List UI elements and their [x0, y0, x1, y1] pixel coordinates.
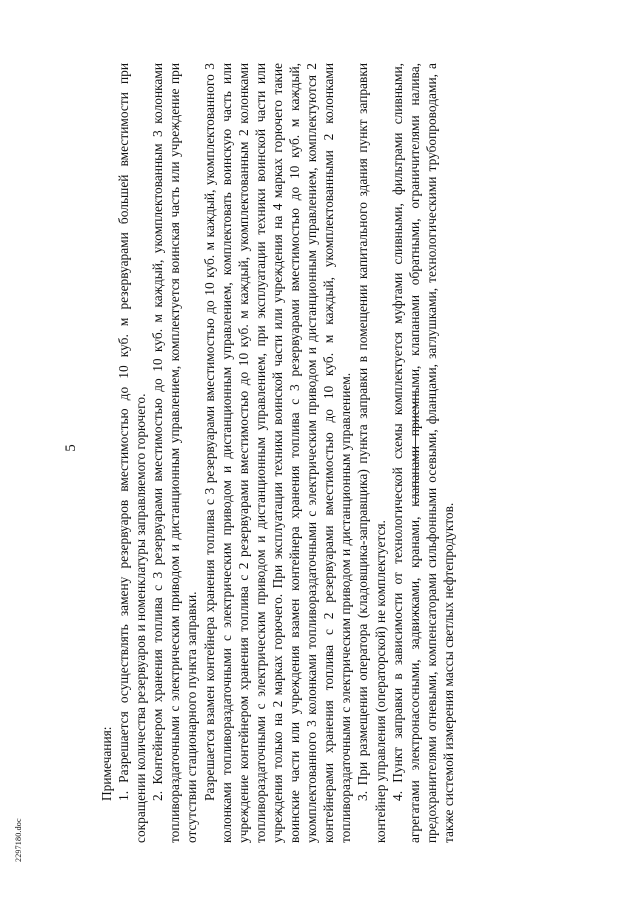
- notes-heading: Примечания:: [99, 726, 114, 801]
- page-number: 5: [63, 444, 79, 452]
- document-file-code: 2297180.doc: [14, 818, 23, 862]
- note-paragraph-3: 3. При размещении оператора (кладовщика-заправщика) пункта заправки в помещении капитального здания пункт заправки контейнер управления (операторской) не комплектуется.: [355, 63, 388, 843]
- rotated-page-content: [62, 53, 456, 843]
- note-paragraph-2-continued: Разрешается взамен контейнера хранения топлива с 3 резервуарами вместимостью до 10 куб. м каждый, укомплектованного 3 колонками топливораздаточными с электрическим приводом и дистанционным управлением, комплектовать воинскую часть или учреждение контейнером хранения топлива с 2 резервуарами вместимостью до 10 куб. м каждый, укомплектованным 2 колонками топливораздаточными с электрическим приводом и дистанционным управлением, при эксплуатации техники воинской части или учреждения только на 2 марках горючего. При эксплуатации техники воинской части или учреждения на 4 марках горючего такие воинские части или учреждения взамен контейнера хранения топлива с 3 резервуарами вместимостью до 10 куб. м каждый, укомплектованного 3 колонками топливораздаточными с электрическим приводом и дистанционным управлением, комплектуются 2 контейнерами хранения топлива с 2 резервуарами вместимостью до 10 куб. м каждый, укомплектованными 2 колонками топливораздаточными с электрическим приводом и дистанционным управлением.: [201, 63, 354, 843]
- note-paragraph-4: 4. Пункт заправки в зависимости от технологической схемы комплектуется муфтами сливными, фильтрами сливными, агрегатами электронасосными, задвижками, кранами, клапанами приемными, клапанами обратными, ограничителями налива, предохранителями огневыми, компенсаторами сильфонными осевыми, фланцами, заглушками, технологическими трубопроводами, а также системой измерения массы светлых нефтепродуктов.: [389, 63, 456, 843]
- note-paragraph-2: 2. Контейнером хранения топлива с 3 резервуарами вместимостью до 10 куб. м каждый, укомплектованным 3 колонками топливораздаточными с электрическим приводом и дистанционным управлением, комплектуется воинская часть или учреждение при отсутствии стационарного пункта заправки.: [150, 63, 200, 843]
- note-paragraph-1: 1. Разрешается осуществлять замену резервуаров вместимостью до 10 куб. м резервуарами большей вместимости при сокращении количества резервуаров и номенклатуры заправляемого горючего.: [116, 63, 149, 843]
- notes-section: [98, 63, 457, 843]
